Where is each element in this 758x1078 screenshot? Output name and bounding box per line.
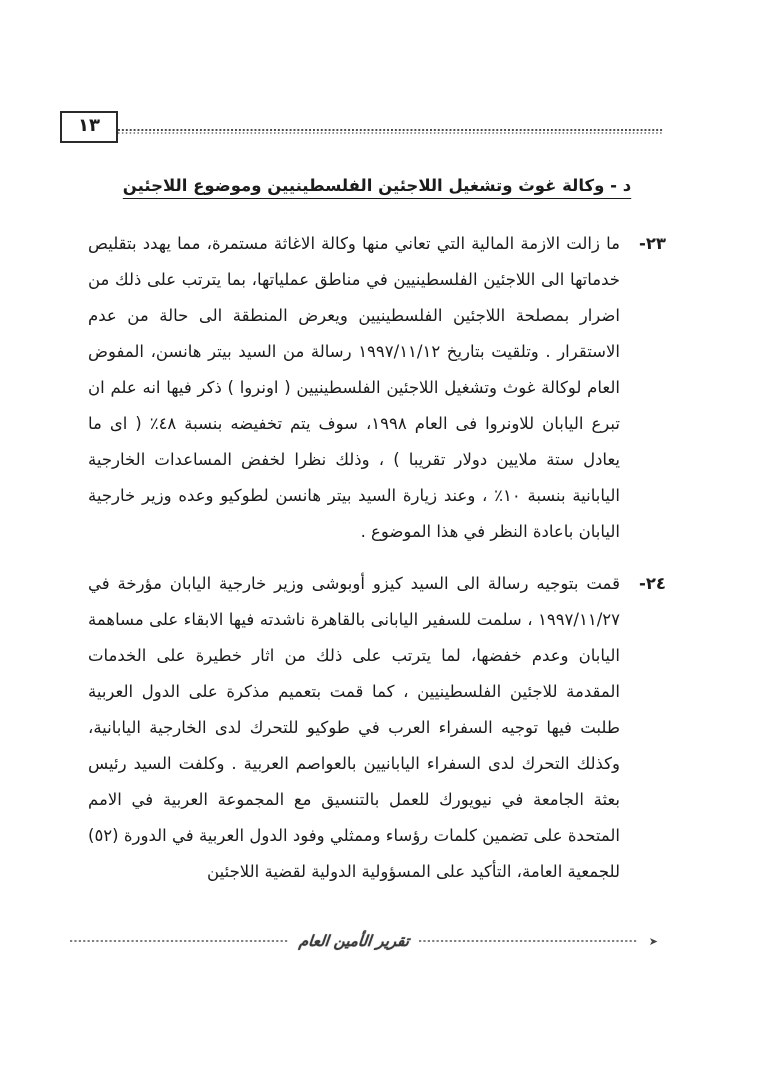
dashed-line-icon xyxy=(70,937,289,945)
section-heading: د - وكالة غوث وتشغيل اللاجئين الفلسطينيين وموضوع اللاجئين xyxy=(122,176,632,195)
squiggle-line-icon xyxy=(118,126,664,136)
page-number: ١٣ xyxy=(78,115,100,136)
page-footer xyxy=(70,928,658,954)
footer-dash-right xyxy=(419,937,638,945)
paragraph-23-marker: ٢٣- xyxy=(638,234,666,253)
page-number-box xyxy=(60,111,118,143)
page-header xyxy=(60,110,670,144)
paragraph-23 xyxy=(88,226,666,550)
paragraph-24 xyxy=(88,566,666,890)
dashed-line-icon xyxy=(419,937,638,945)
header-squiggle-rule xyxy=(118,126,664,136)
paragraph-24-text: قمت بتوجيه رسالة الى السيد كيزو أوبوشى وزير خارجية اليابان مؤرخة في ١٩٩٧/١١/٢٧ ، سلمت للسفير اليابانى بالقاهرة ناشدته فيها الابقاء على مساهمة اليابان وعدم خفضها، لما يترتب على ذلك من اثار خطيرة على الخدمات المقدمة للاجئين الفلسطينيين ، كما قمت بتعميم مذكرة على الدول العربية طلبت فيها توجيه السفراء العرب في طوكيو للتحرك لدى الخارجية اليابانية، وكذلك التحرك لدى السفراء اليابانيين بالعواصم العربية . وكلفت السيد رئيس بعثة الجامعة في نيويورك للعمل بالتنسيق مع المجموعة العربية في الامم المتحدة على تضمين كلمات رؤساء وممثلي وفود الدول العربية في الدورة (٥٢) للجمعية العامة، التأكيد على المسؤولية الدولية لقضية اللاجئين xyxy=(88,574,620,881)
paragraph-24-marker: ٢٤- xyxy=(638,574,666,593)
footer-right-tick-icon: ➤ xyxy=(648,934,658,948)
footer-dash-left xyxy=(70,937,289,945)
footer-stamp: تقرير الأمين العام xyxy=(298,932,411,950)
paragraph-23-text: ما زالت الازمة المالية التي تعاني منها وكالة الاغاثة مستمرة، مما يهدد بتقليص خدماتها الى اللاجئين الفلسطينيين في مناطق عملياتها، بما يترتب على ذلك من اضرار بمصلحة اللاجئين الفلسطينيين ويعرض المنطقة الى حالة من عدم الاستقرار . وتلقيت بتاريخ ١٩٩٧/١١/١٢ رسالة من السيد بيتر هانسن، المفوض العام لوكالة غوث وتشغيل اللاجئين الفلسطينيين ( اونروا ) ذكر فيها انه علم ان تبرع اليابان للاونروا فى العام ١٩٩٨، سوف يتم تخفيضه بنسبة ٤٨٪ ( اى ما يعادل ستة ملايين دولار تقريبا ) ، وذلك نظرا لخفض المساعدات الخارجية اليابانية بنسبة ١٠٪ ، وعند زيارة السيد بيتر هانسن لطوكيو وعده وزير خارجية اليابان باعادة النظر في هذا الموضوع . xyxy=(88,234,620,541)
